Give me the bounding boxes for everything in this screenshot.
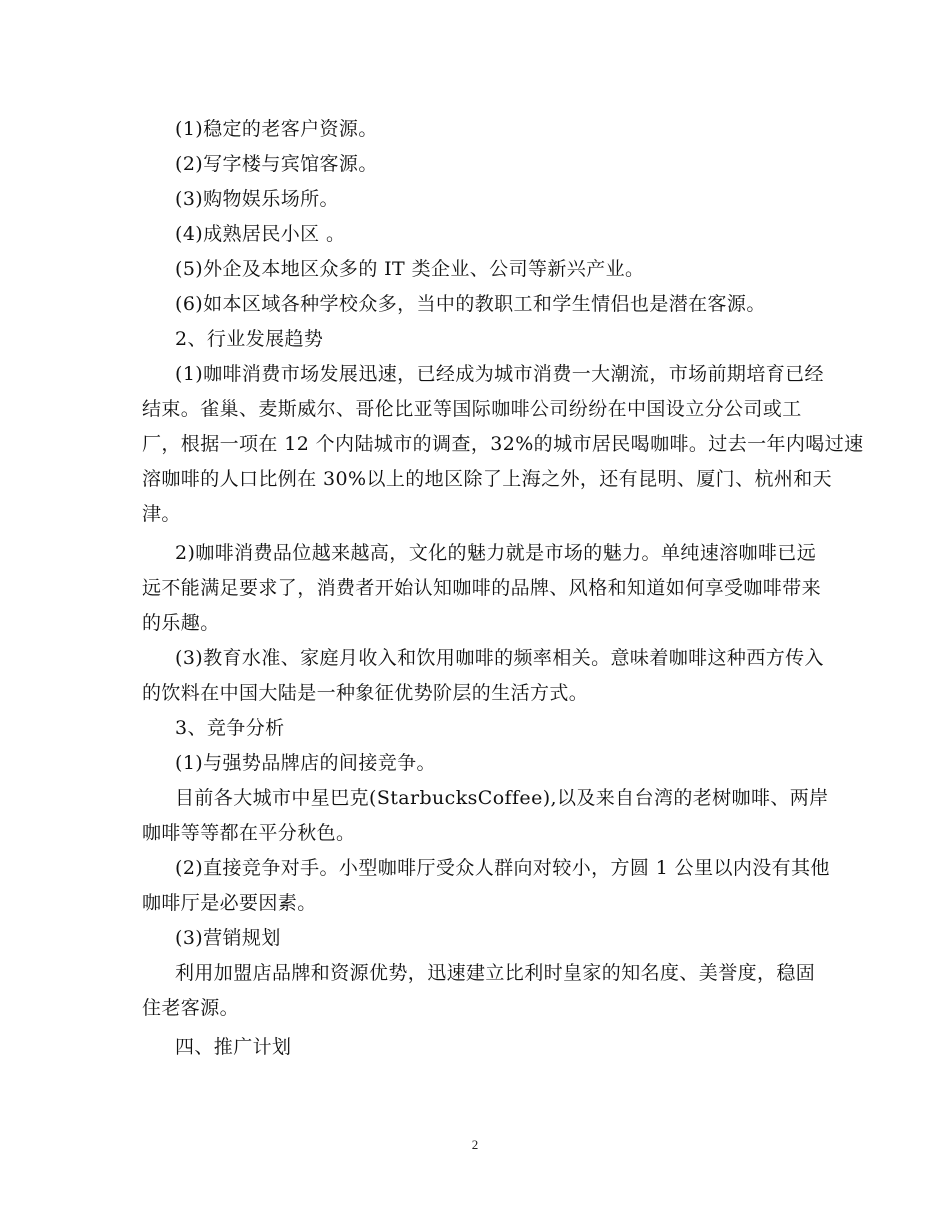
- paragraph-line: (3)教育水准、家庭月收入和饮用咖啡的频率相关。意味着咖啡这种西方传入: [175, 647, 824, 669]
- paragraph-line: (5)外企及本地区众多的 IT 类企业、公司等新兴产业。: [175, 258, 645, 280]
- paragraph-line: 咖啡厅是必要因素。: [142, 892, 317, 914]
- paragraph-line: 溶咖啡的人口比例在 30%以上的地区除了上海之外，还有昆明、厦门、杭州和天: [142, 468, 833, 490]
- paragraph-line: (6)如本区域各种学校众多，当中的教职工和学生情侣也是潜在客源。: [175, 293, 766, 315]
- paragraph-line: (1)稳定的老客户资源。: [175, 118, 378, 140]
- paragraph-line: 结束。雀巢、麦斯威尔、哥伦比亚等国际咖啡公司纷纷在中国设立分公司或工: [142, 398, 802, 420]
- section-heading: 2、行业发展趋势: [175, 328, 324, 350]
- paragraph-line: 厂，根据一项在 12 个内陆城市的调查，32%的城市居民喝咖啡。过去一年内喝过速: [142, 433, 864, 455]
- paragraph-line: 津。: [142, 503, 181, 525]
- document-body: [142, 112, 864, 1065]
- section-heading: 3、竞争分析: [175, 717, 285, 739]
- paragraph-line: 的乐趣。: [142, 612, 220, 634]
- paragraph-line: 住老客源。: [142, 997, 240, 1019]
- paragraph-line: 目前各大城市中星巴克(StarbucksCoffee),以及来自台湾的老树咖啡、两岸: [175, 787, 829, 809]
- page-number: 2: [471, 1137, 479, 1152]
- paragraph-line: (1)咖啡消费市场发展迅速，已经成为城市消费一大潮流，市场前期培育已经: [175, 363, 824, 385]
- paragraph-line: 利用加盟店品牌和资源优势，迅速建立比利时皇家的知名度、美誉度，稳固: [175, 962, 816, 984]
- paragraph-line: 咖啡等等都在平分秋色。: [142, 822, 356, 844]
- paragraph-line: (3)营销规划: [175, 927, 281, 949]
- paragraph-line: (1)与强势品牌店的间接竞争。: [175, 752, 436, 774]
- paragraph-line: 2)咖啡消费品位越来越高，文化的魅力就是市场的魅力。单纯速溶咖啡已远: [175, 542, 817, 564]
- section-heading: 四、推广计划: [175, 1036, 292, 1058]
- paragraph-line: (2)直接竞争对手。小型咖啡厅受众人群向对较小，方圆 1 公里以内没有其他: [175, 857, 830, 879]
- paragraph-line: (4)成熟居民小区 。: [175, 223, 346, 245]
- paragraph-line: 远不能满足要求了，消费者开始认知咖啡的品牌、风格和知道如何享受咖啡带来: [142, 577, 822, 599]
- paragraph-line: 的饮料在中国大陆是一种象征优势阶层的生活方式。: [142, 682, 589, 704]
- paragraph-line: (2)写字楼与宾馆客源。: [175, 153, 378, 175]
- paragraph-line: (3)购物娱乐场所。: [175, 188, 339, 210]
